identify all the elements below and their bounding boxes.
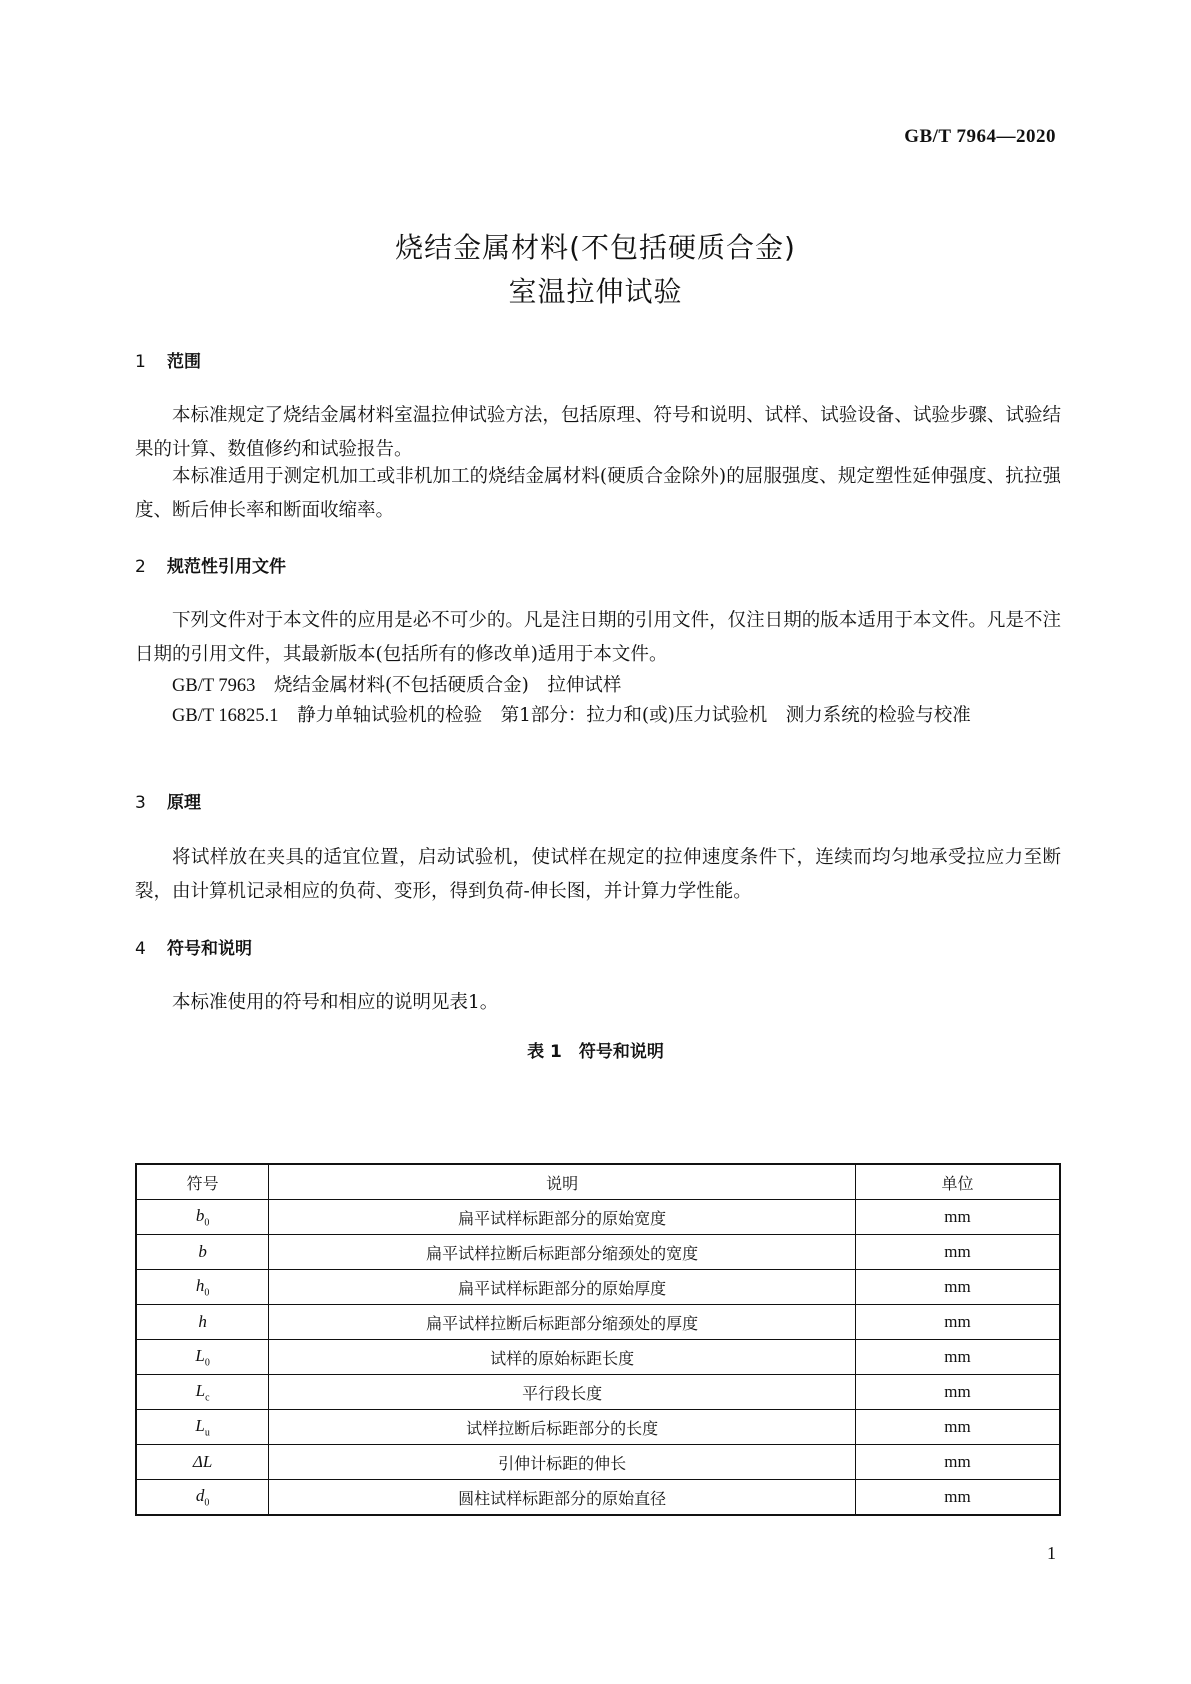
symbol: h xyxy=(198,1312,207,1331)
symbol-cell xyxy=(136,1305,269,1340)
table-row xyxy=(136,1410,1060,1445)
symbol-subscript: 0 xyxy=(204,1497,210,1509)
symbol-subscript: 0 xyxy=(204,1287,210,1299)
symbol-cell xyxy=(136,1270,269,1305)
document-title-line-2: 室温拉伸试验 xyxy=(508,275,683,308)
symbol: b xyxy=(198,1242,207,1261)
symbol-cell xyxy=(136,1445,269,1480)
description-cell: 扁平试样标距部分的原始宽度 xyxy=(269,1200,856,1235)
section-1-paragraph-1: 本标准规定了烧结金属材料室温拉伸试验方法，包括原理、符号和说明、试样、试验设备、试验步骤、试验结果的计算、数值修约和试验报告。 xyxy=(135,405,1061,460)
symbol: h xyxy=(195,1275,205,1295)
reference-title: 烧结金属材料(不包括硬质合金) 拉伸试样 xyxy=(273,675,622,696)
section-3-heading xyxy=(135,788,201,813)
table-row xyxy=(136,1270,1060,1305)
standard-number: GB/T 7964—2020 xyxy=(904,126,1056,147)
symbol-cell xyxy=(136,1480,269,1516)
unit-cell: mm xyxy=(855,1270,1060,1305)
section-1-paragraph-2: 本标准适用于测定机加工或非机加工的烧结金属材料(硬质合金除外)的屈服强度、规定塑性延伸强度、抗拉强度、断后伸长率和断面收缩率。 xyxy=(135,466,1061,521)
symbol-subscript: u xyxy=(204,1427,210,1439)
description-cell: 扁平试样标距部分的原始厚度 xyxy=(269,1270,856,1305)
symbol-cell xyxy=(136,1375,269,1410)
table-header-row xyxy=(136,1164,1060,1200)
table-row xyxy=(136,1445,1060,1480)
reference-code: GB/T 7963 xyxy=(172,676,256,696)
unit-cell: mm xyxy=(855,1445,1060,1480)
description-cell: 扁平试样拉断后标距部分缩颈处的宽度 xyxy=(269,1235,856,1270)
symbol: L xyxy=(195,1380,206,1400)
column-header-unit: 单位 xyxy=(855,1164,1060,1200)
description-cell: 引伸计标距的伸长 xyxy=(269,1445,856,1480)
unit-cell: mm xyxy=(855,1340,1060,1375)
section-title: 符号和说明 xyxy=(167,939,252,959)
symbol: ΔL xyxy=(192,1452,213,1471)
section-title: 原理 xyxy=(167,793,201,813)
symbol-cell xyxy=(136,1200,269,1235)
unit-cell: mm xyxy=(855,1410,1060,1445)
reference-title: 静力单轴试验机的检验 第1部分：拉力和(或)压力试验机 测力系统的检验与校准 xyxy=(297,705,971,726)
table-row xyxy=(136,1375,1060,1410)
page-number: 1 xyxy=(1047,1543,1056,1563)
symbol-subscript: c xyxy=(205,1392,210,1404)
section-2-heading xyxy=(135,552,286,577)
section-title: 规范性引用文件 xyxy=(167,557,286,577)
column-header-symbol: 符号 xyxy=(136,1164,269,1200)
symbol: d xyxy=(195,1485,205,1505)
description-cell: 圆柱试样标距部分的原始直径 xyxy=(269,1480,856,1516)
column-header-description: 说明 xyxy=(269,1164,856,1200)
table-row xyxy=(136,1235,1060,1270)
symbol: b xyxy=(195,1205,205,1225)
description-cell: 试样拉断后标距部分的长度 xyxy=(269,1410,856,1445)
description-cell: 平行段长度 xyxy=(269,1375,856,1410)
section-number: 1 xyxy=(135,352,146,372)
section-number: 2 xyxy=(135,557,146,577)
symbol-cell xyxy=(136,1340,269,1375)
symbol: L xyxy=(195,1345,205,1365)
symbol-subscript: 0 xyxy=(204,1357,210,1369)
section-4-heading xyxy=(135,934,252,959)
table-row xyxy=(136,1200,1060,1235)
section-1-heading xyxy=(135,347,201,372)
table-row xyxy=(136,1480,1060,1516)
unit-cell: mm xyxy=(855,1480,1060,1516)
symbol: L xyxy=(195,1415,205,1435)
section-3-paragraph-1: 将试样放在夹具的适宜位置，启动试验机，使试样在规定的拉伸速度条件下，连续而均匀地承受拉应力至断裂，由计算机记录相应的负荷、变形，得到负荷-伸长图，并计算力学性能。 xyxy=(135,847,1061,902)
unit-cell: mm xyxy=(855,1200,1060,1235)
table-row xyxy=(136,1305,1060,1340)
section-number: 4 xyxy=(135,939,146,959)
unit-cell: mm xyxy=(855,1235,1060,1270)
description-cell: 扁平试样拉断后标距部分缩颈处的厚度 xyxy=(269,1305,856,1340)
section-2-paragraph-1: 下列文件对于本文件的应用是必不可少的。凡是注日期的引用文件，仅注日期的版本适用于本文件。凡是不注日期的引用文件，其最新版本(包括所有的修改单)适用于本文件。 xyxy=(135,610,1061,665)
reference-code: GB/T 16825.1 xyxy=(172,706,279,726)
normative-reference xyxy=(172,671,621,697)
section-4-paragraph-1: 本标准使用的符号和相应的说明见表1。 xyxy=(172,992,499,1013)
document-title-line-1: 烧结金属材料(不包括硬质合金) xyxy=(395,231,796,264)
symbol-cell xyxy=(136,1410,269,1445)
unit-cell: mm xyxy=(855,1305,1060,1340)
section-title: 范围 xyxy=(167,352,201,372)
unit-cell: mm xyxy=(855,1375,1060,1410)
symbol-cell xyxy=(136,1235,269,1270)
description-cell: 试样的原始标距长度 xyxy=(269,1340,856,1375)
normative-reference xyxy=(135,699,1061,733)
symbol-subscript: 0 xyxy=(204,1217,210,1229)
symbols-table xyxy=(135,1163,1061,1516)
section-number: 3 xyxy=(135,793,146,813)
table-row xyxy=(136,1340,1060,1375)
table-caption: 表 1 符号和说明 xyxy=(527,1042,664,1062)
